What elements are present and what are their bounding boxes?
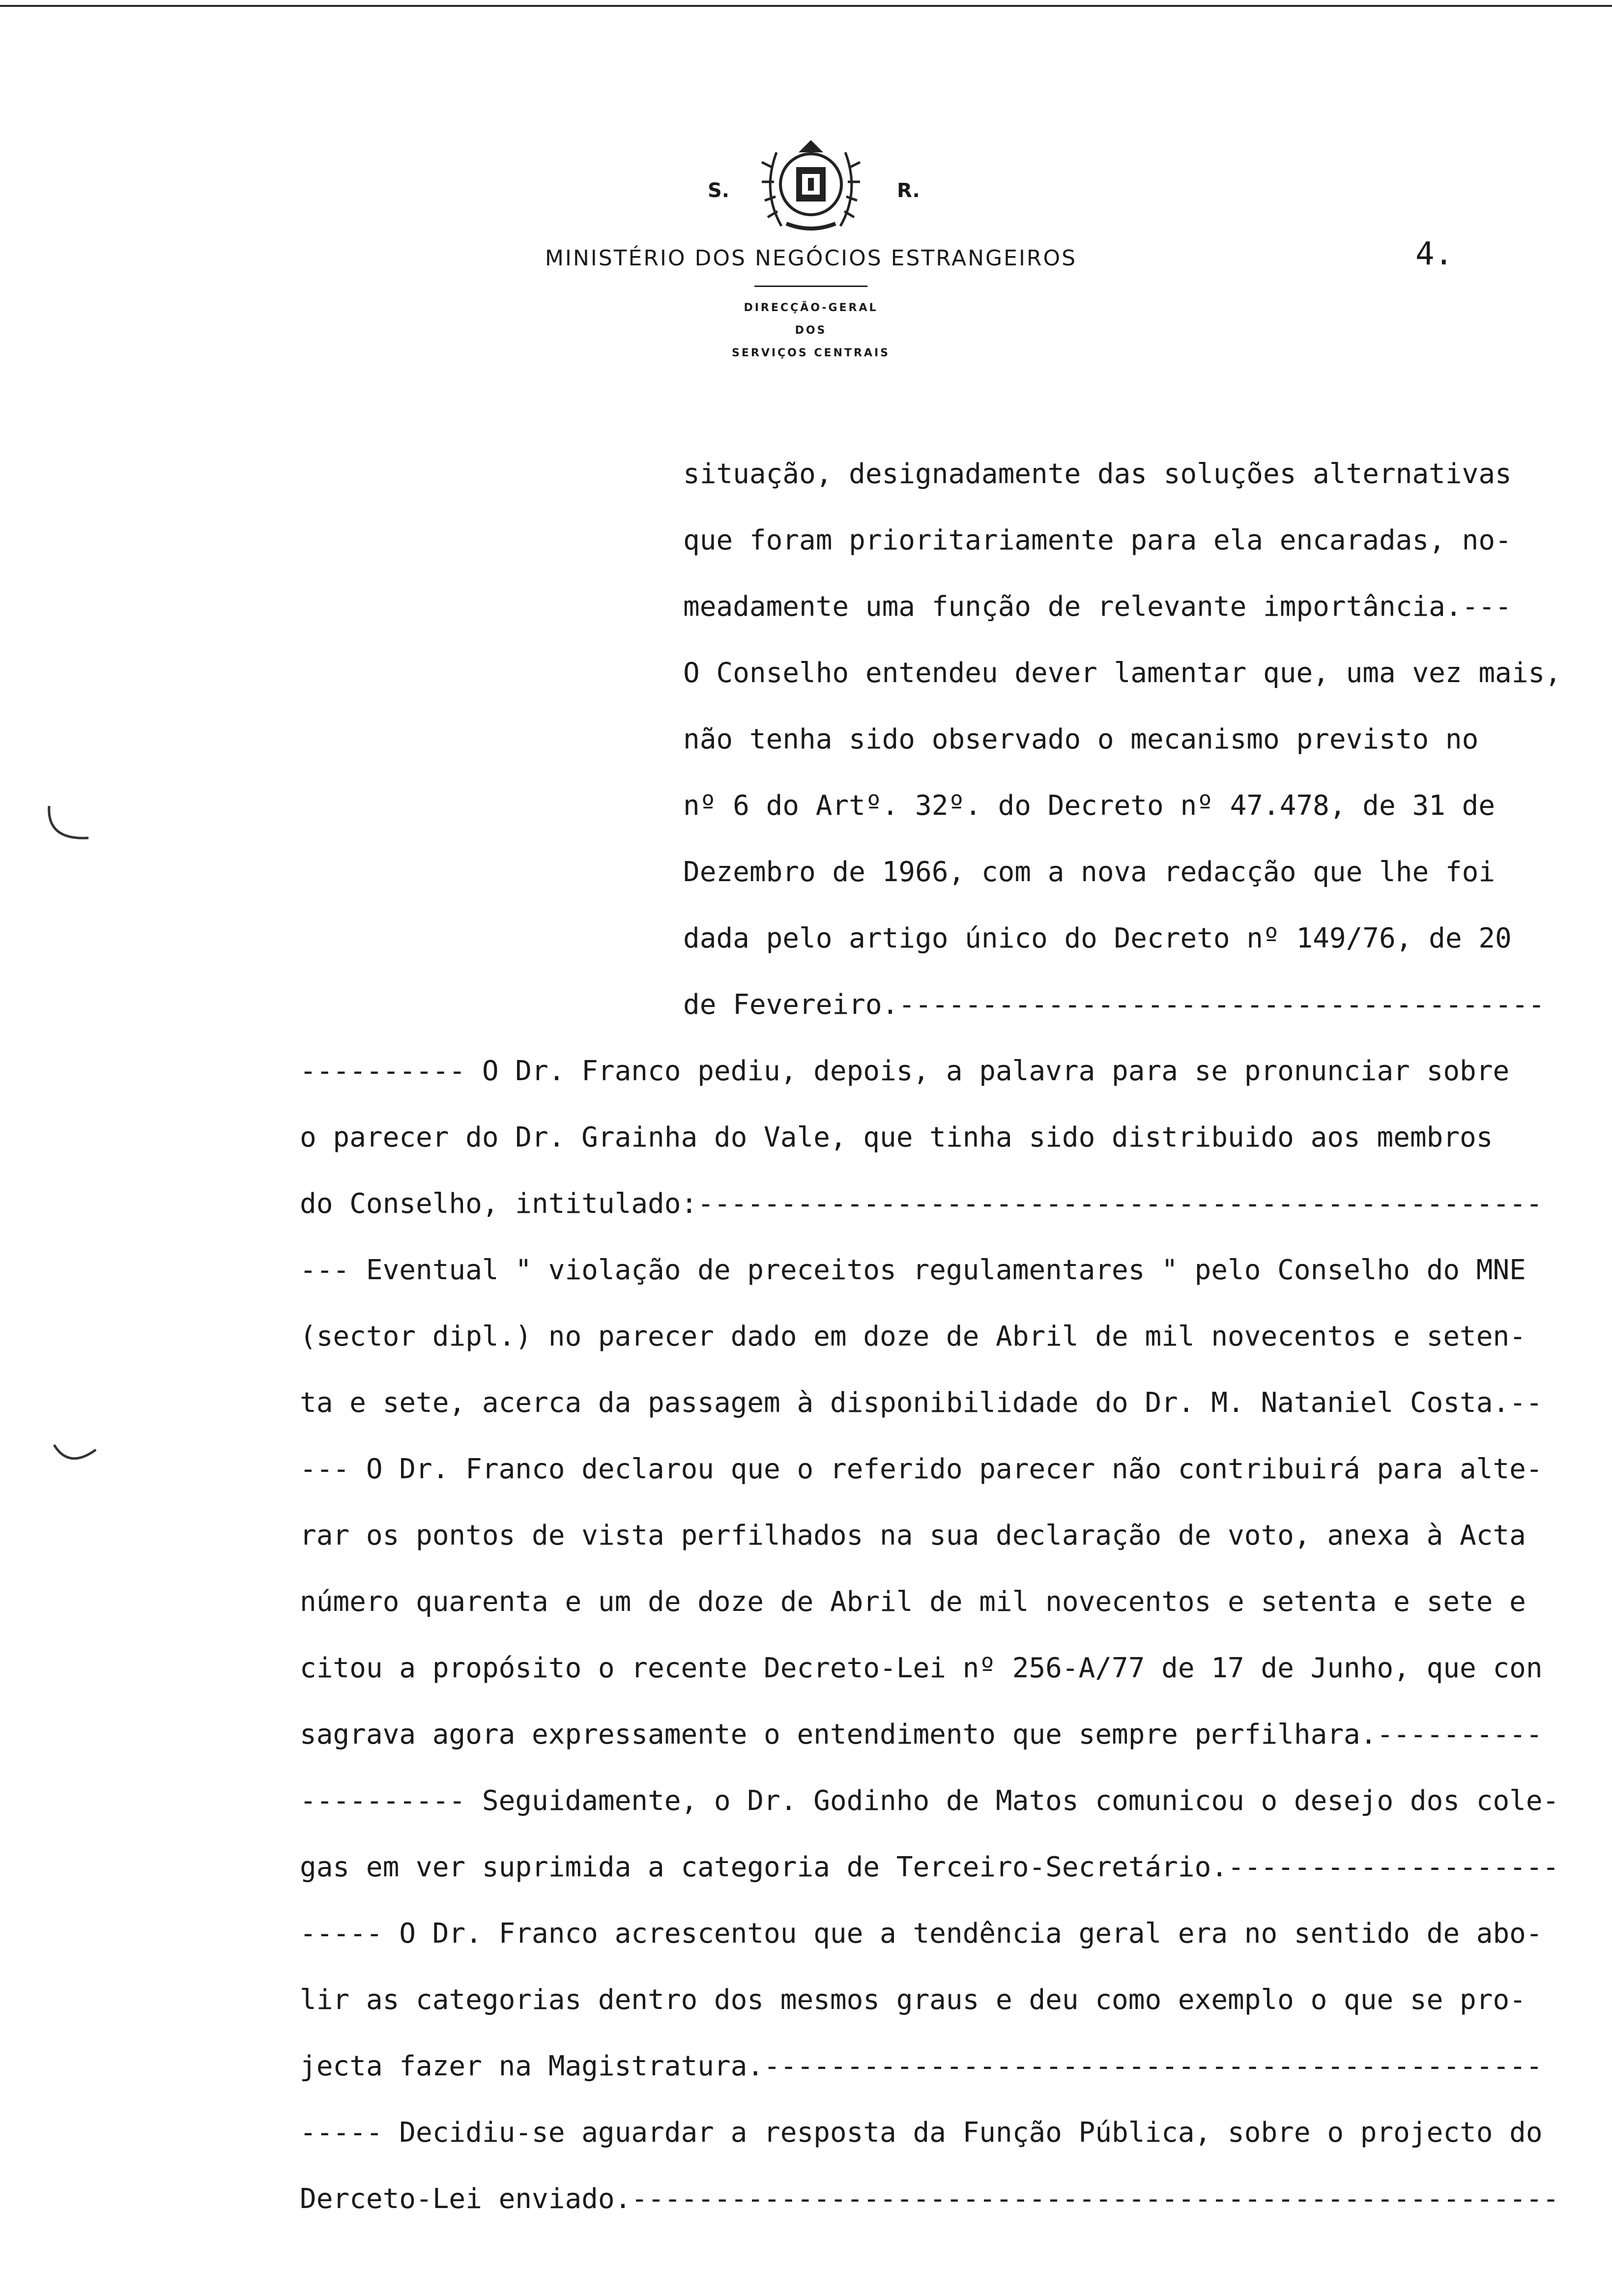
text-line: ----- Decidiu-se aguardar a resposta da Função Pública, sobre o projecto do (300, 2117, 1543, 2149)
text-line: meadamente uma função de relevante importância.--- (683, 591, 1512, 623)
page-number: 4. (1415, 236, 1454, 272)
top-border-line (0, 5, 1612, 7)
text-line: lir as categorias dentro dos mesmos graus e deu como exemplo o que se pro- (300, 1984, 1526, 2016)
text-line: ---------- O Dr. Franco pediu, depois, a palavra para se pronunciar sobre (300, 1055, 1510, 1087)
coat-of-arms-seal (752, 133, 870, 236)
text-line: não tenha sido observado o mecanismo previsto no (683, 723, 1479, 755)
text-line: (sector dipl.) no parecer dado em doze de Abril de mil novecentos e seten- (300, 1320, 1526, 1352)
text-line: ----- O Dr. Franco acrescentou que a tendência geral era no sentido de abo- (300, 1918, 1543, 1950)
text-line: citou a propósito o recente Decreto-Lei nº 256-A/77 de 17 de Junho, que con (300, 1652, 1543, 1684)
punch-hole-mark-lower (49, 1435, 103, 1489)
text-line: ta e sete, acerca da passagem à disponibilidade do Dr. M. Nataniel Costa.-- (300, 1387, 1543, 1419)
text-line: que foram prioritariamente para ela encaradas, no- (683, 524, 1512, 556)
text-line: dada pelo artigo único do Decreto nº 149/76, de 20 (683, 922, 1512, 954)
letterhead-divider (754, 286, 867, 287)
text-line: número quarenta e um de doze de Abril de mil novecentos e setenta e sete e (300, 1586, 1526, 1618)
text-line: situação, designadamente das soluções alternativas (683, 458, 1512, 490)
letterhead (491, 133, 1130, 365)
text-line: O Conselho entendeu dever lamentar que, uma vez mais, (683, 657, 1561, 689)
text-line: ---------- Seguidamente, o Dr. Godinho de Matos comunicou o desejo dos cole- (300, 1785, 1559, 1817)
text-line: gas em ver suprimida a categoria de Terceiro-Secretário.-------------------- (300, 1851, 1559, 1883)
text-line: do Conselho, intitulado:--------------------------------------------------- (300, 1188, 1543, 1220)
text-line: --- O Dr. Franco declarou que o referido parecer não contribuirá para alte- (300, 1453, 1543, 1485)
text-line: --- Eventual " violação de preceitos regulamentares " pelo Conselho do MNE (300, 1254, 1526, 1286)
letterhead-left-initial: S. (708, 179, 730, 202)
department-line-3: SERVIÇOS CENTRAIS (732, 347, 890, 359)
text-line: rar os pontos de vista perfilhados na sua declaração de voto, anexa à Acta (300, 1520, 1526, 1551)
text-line: de Fevereiro.--------------------------------------- (683, 989, 1545, 1021)
text-line: Dezembro de 1966, com a nova redacção que lhe foi (683, 856, 1496, 888)
department-line-1: DIRECÇÃO-GERAL (744, 302, 878, 314)
text-line: Derceto-Lei enviado.-------------------------------------------------------- (300, 2183, 1559, 2215)
text-line: nº 6 do Artº. 32º. do Decreto nº 47.478, de 31 de (683, 790, 1496, 822)
punch-hole-mark-upper (44, 796, 98, 850)
seal-row (491, 133, 1130, 241)
text-line: jecta fazer na Magistratura.----------------------------------------------- (300, 2050, 1543, 2082)
text-line: sagrava agora expressamente o entendimento que sempre perfilhara.---------- (300, 1719, 1543, 1751)
letterhead-right-initial: R. (897, 179, 920, 202)
text-line: o parecer do Dr. Grainha do Vale, que tinha sido distribuido aos membros (300, 1121, 1493, 1153)
department-line-2: DOS (795, 324, 827, 337)
ministry-name: MINISTÉRIO DOS NEGÓCIOS ESTRANGEIROS (545, 246, 1077, 271)
